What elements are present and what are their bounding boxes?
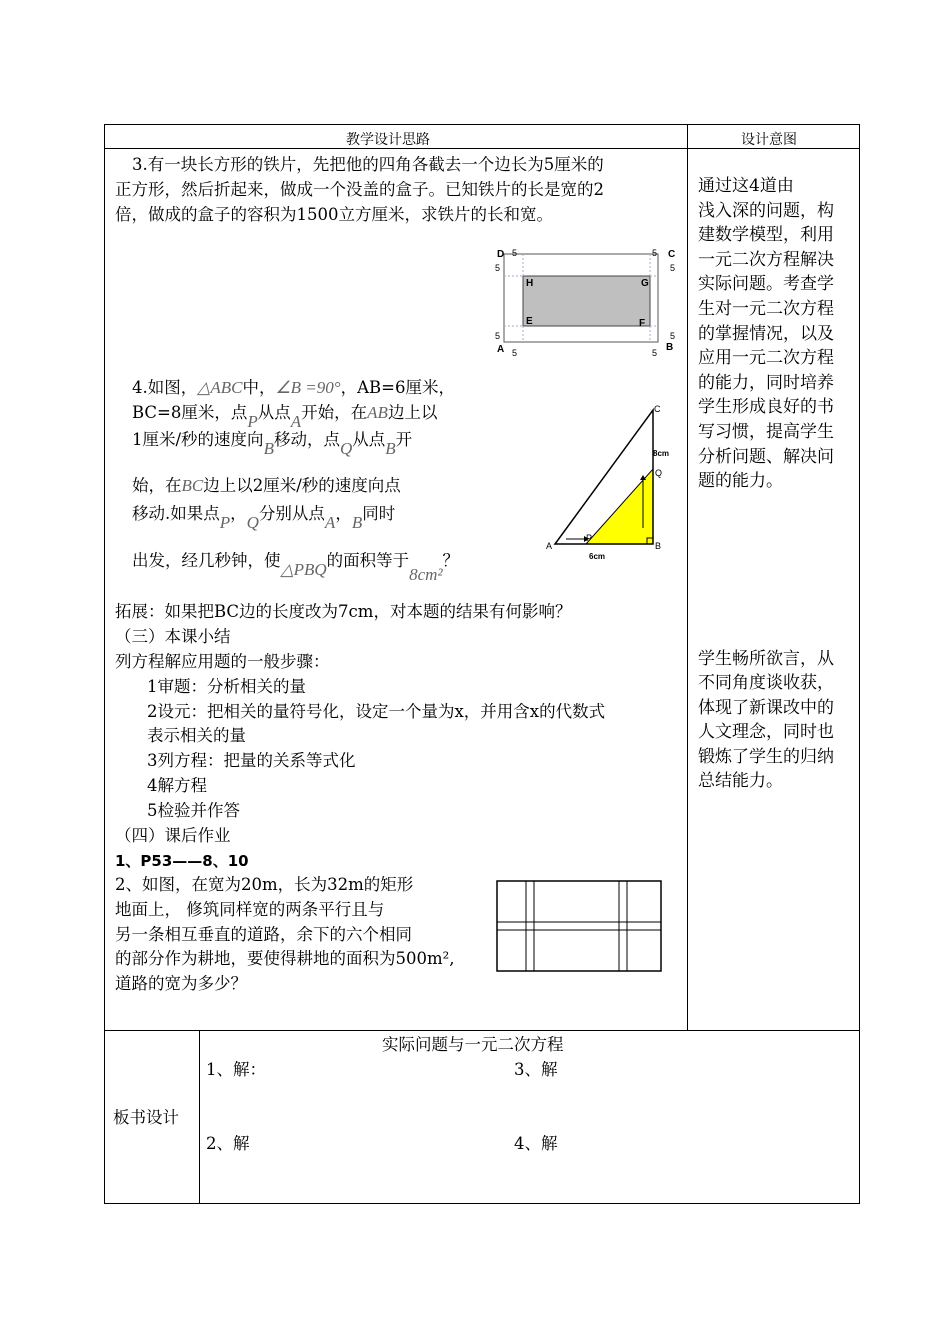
q4-label-p: P bbox=[586, 533, 593, 543]
q3-label-h: H bbox=[526, 278, 534, 289]
document-page: 教学设计思路 设计意图 3.有一块长方形的铁片，先把他的四角各截去一个边长为5厘米的 正方形，然后折起来，做成一个没盖的盒子。已知铁片的长是宽的2 倍，做成的盒子的容积为1500立方厘米，求铁片的长和宽。 D C A B H G E F 5 5 5 5 5 5 5 5 4.如图，△ABC中，∠B =90°，AB=6厘米， BC=8厘米，点P从点A开始，在AB边上以 1厘米/秒的速度向B移动，点Q从点B开 始，在BC边上以2厘米/秒的速度向点 移动.如果点P，Q分别从点A，B同时 出发，经几秒钟，使△PBQ的面积等于8cm²？ A B C P Q 6cm 8cm 拓展：如果把BC边的长度改为7cm，对本题的结果有何影响？ （三）本课小结 列方程解应用题的一般步骤： 1审题：分析相关的量 2设元：把相关的量符号化，设定一个量为x，并用含x的代数式 表示相关的量 3列方程：把量的关系等式化 4解方程 5检验并作答 （四）课后作业 1、P53——8、10 2、如图，在宽为20m，长为32m的矩形 地面上， 修筑同样宽的两条平行且与 另一条相互垂直的道路，余下的六个相同 的部分作为耕地，要使得耕地的面积为500m², 道路的宽为多少？ 通过这4道由 浅入深的问题，构 建数学模型，利用 一元二次方程解决 实际问题。考查学 生对一元二次方程 的掌握情况，以及 应用一元二次方程 的能力，同时培养 学生形成良好的书 写习惯，提高学生 分析问题、解决问 题的能力。 学生畅所欲言，从 不同角度谈收获， 体现了新课改中的 人文理念，同时也 锻炼了学生的归纳 总结能力。 板书设计 实际问题与一元二次方程 1、解： 3、解 2、解 4、解 bbox=[0, 0, 950, 1344]
step-item: 1审题：分析相关的量 bbox=[147, 677, 306, 696]
header-design-intent: 设计意图 bbox=[741, 132, 797, 148]
q3-label-c: C bbox=[668, 249, 676, 260]
column-divider bbox=[687, 124, 688, 1031]
q4-label-bc-length: 8cm bbox=[653, 449, 670, 458]
hw2-line: 另一条相互垂直的道路，余下的六个相同 bbox=[115, 925, 412, 944]
q4-line-4: 始，在BC边上以2厘米/秒的速度向点 bbox=[132, 476, 401, 495]
hw2-line: 的部分作为耕地，要使得耕地的面积为500m², bbox=[115, 949, 455, 968]
q4-line-3: 1厘米/秒的速度向B移动，点Q从点B开 bbox=[132, 430, 413, 458]
q4-label-b: B bbox=[655, 541, 662, 551]
board-rule bbox=[104, 1030, 860, 1031]
q4-label-ab-length: 6cm bbox=[589, 552, 606, 561]
q3-line-2: 正方形，然后折起来，做成一个没盖的盒子。已知铁片的长是宽的2 bbox=[115, 180, 604, 199]
hw2-line: 道路的宽为多少？ bbox=[115, 974, 247, 993]
header-design-thinking: 教学设计思路 bbox=[346, 132, 430, 148]
q3-label-5: 5 bbox=[652, 348, 658, 358]
extension-question: 拓展：如果把BC边的长度改为7cm，对本题的结果有何影响？ bbox=[115, 602, 572, 621]
q3-label-5: 5 bbox=[670, 331, 676, 341]
q3-label-a: A bbox=[497, 344, 505, 355]
steps-title: 列方程解应用题的一般步骤： bbox=[115, 652, 330, 671]
q4-line-5: 移动.如果点P，Q分别从点A，B同时 bbox=[132, 504, 396, 532]
q3-label-f: F bbox=[639, 318, 646, 329]
step-item: 2设元：把相关的量符号化，设定一个量为x，并用含x的代数式 bbox=[147, 702, 606, 721]
q3-box-figure bbox=[490, 242, 685, 358]
q3-label-d: D bbox=[497, 249, 505, 260]
q4-triangle-figure bbox=[544, 398, 684, 564]
board-slot-1: 1、解： bbox=[206, 1060, 266, 1079]
q4-label-q: Q bbox=[655, 468, 663, 478]
q4-line-2: BC=8厘米，点P从点A开始，在AB边上以 bbox=[132, 403, 438, 431]
q3-line-1: 3.有一块长方形的铁片，先把他的四角各截去一个边长为5厘米的 bbox=[132, 155, 604, 174]
board-slot-3: 3、解 bbox=[514, 1060, 558, 1079]
hw2-line: 2、如图，在宽为20m，长为32m的矩形 bbox=[115, 875, 414, 894]
q3-label-5: 5 bbox=[670, 263, 676, 273]
step-item: 3列方程：把量的关系等式化 bbox=[147, 751, 356, 770]
step-item: 表示相关的量 bbox=[147, 726, 246, 745]
q3-label-e: E bbox=[526, 316, 533, 327]
q3-line-3: 倍，做成的盒子的容积为1500立方厘米，求铁片的长和宽。 bbox=[115, 205, 553, 224]
q3-label-5: 5 bbox=[495, 331, 501, 341]
homework-1: 1、P53——8、10 bbox=[115, 852, 249, 870]
q3-label-5: 5 bbox=[512, 248, 518, 258]
step-item: 5检验并作答 bbox=[147, 801, 240, 820]
board-title: 实际问题与一元二次方程 bbox=[382, 1035, 564, 1054]
board-slot-4: 4、解 bbox=[514, 1134, 558, 1153]
board-design-label: 板书设计 bbox=[113, 1108, 179, 1127]
board-divider bbox=[199, 1030, 200, 1204]
hw2-line: 地面上， 修筑同样宽的两条平行且与 bbox=[115, 900, 385, 919]
summary-title: （三）本课小结 bbox=[115, 627, 231, 646]
board-slot-2: 2、解 bbox=[206, 1134, 250, 1153]
q4-label-a: A bbox=[546, 541, 553, 551]
q3-label-5: 5 bbox=[495, 263, 501, 273]
road-field-figure bbox=[494, 878, 664, 976]
step-item: 4解方程 bbox=[147, 776, 207, 795]
q3-label-g: G bbox=[641, 278, 649, 289]
q3-label-5: 5 bbox=[652, 248, 658, 258]
q3-label-5: 5 bbox=[512, 348, 518, 358]
homework-title: （四）课后作业 bbox=[115, 826, 231, 845]
q4-label-c: C bbox=[654, 404, 661, 414]
q3-label-b: B bbox=[666, 342, 674, 353]
q4-line-1: 4.如图，△ABC中，∠B =90°，AB=6厘米， bbox=[132, 378, 455, 397]
q4-line-6: 出发，经几秒钟，使△PBQ的面积等于8cm²？ bbox=[132, 551, 460, 584]
